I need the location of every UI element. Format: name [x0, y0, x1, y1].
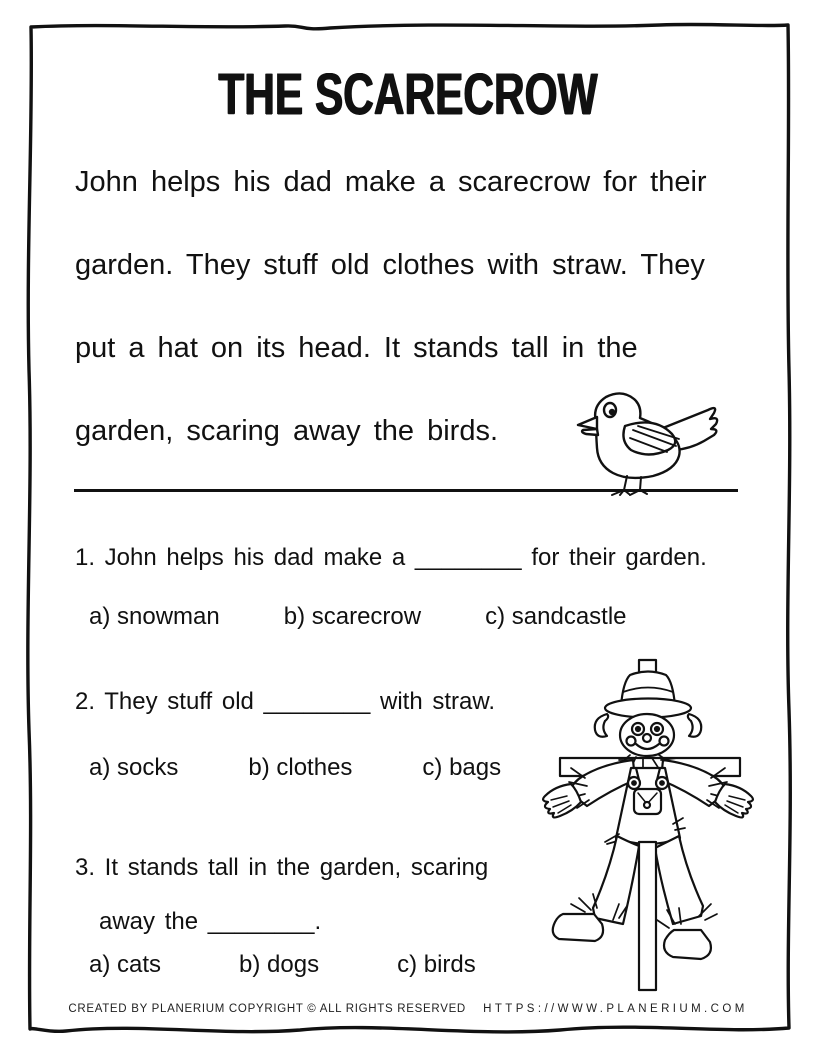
question-3-line-2: away the ________. [99, 908, 322, 935]
question-2-option-a: a) socks [89, 754, 179, 781]
story-line: John helps his dad make a scarecrow for their [75, 166, 707, 198]
bird-illustration [570, 386, 740, 498]
question-1-option-b: b) scarecrow [283, 603, 422, 630]
question-3-option-a: a) cats [89, 951, 162, 978]
question-3-options [89, 951, 554, 979]
question-1-option-c: c) sandcastle [485, 603, 627, 630]
question-3-option-b: b) dogs [239, 951, 320, 978]
scarecrow-illustration [533, 652, 765, 1002]
question-2-option-b: b) clothes [248, 754, 353, 781]
question-2-option-c: c) bags [422, 754, 502, 781]
question-2-options [89, 754, 571, 782]
question-3-line-1: 3. It stands tall in the garden, scaring [75, 854, 489, 881]
footer-website: HTTPS://WWW.PLANERIUM.COM [483, 1003, 748, 1015]
question-1-text: 1. John helps his dad make a ________ for their garden. [75, 544, 707, 571]
question-3-text [75, 841, 488, 949]
question-1-option-a: a) snowman [89, 603, 220, 630]
footer-credits: CREATED BY PLANERIUM COPYRIGHT © ALL RIGHTS RESERVED [68, 1003, 466, 1015]
story-line: garden. They stuff old clothes with straw. They [75, 249, 705, 281]
story-line: garden, scaring away the birds. [75, 415, 498, 447]
question-2-text: 2. They stuff old ________ with straw. [75, 688, 496, 715]
worksheet-title: THE SCARECROW [218, 62, 598, 127]
footer [0, 1003, 816, 1015]
question-3-option-c: c) birds [397, 951, 476, 978]
story-line: put a hat on its head. It stands tall in the [75, 332, 638, 364]
section-divider [74, 489, 738, 492]
question-1-options [89, 603, 691, 631]
